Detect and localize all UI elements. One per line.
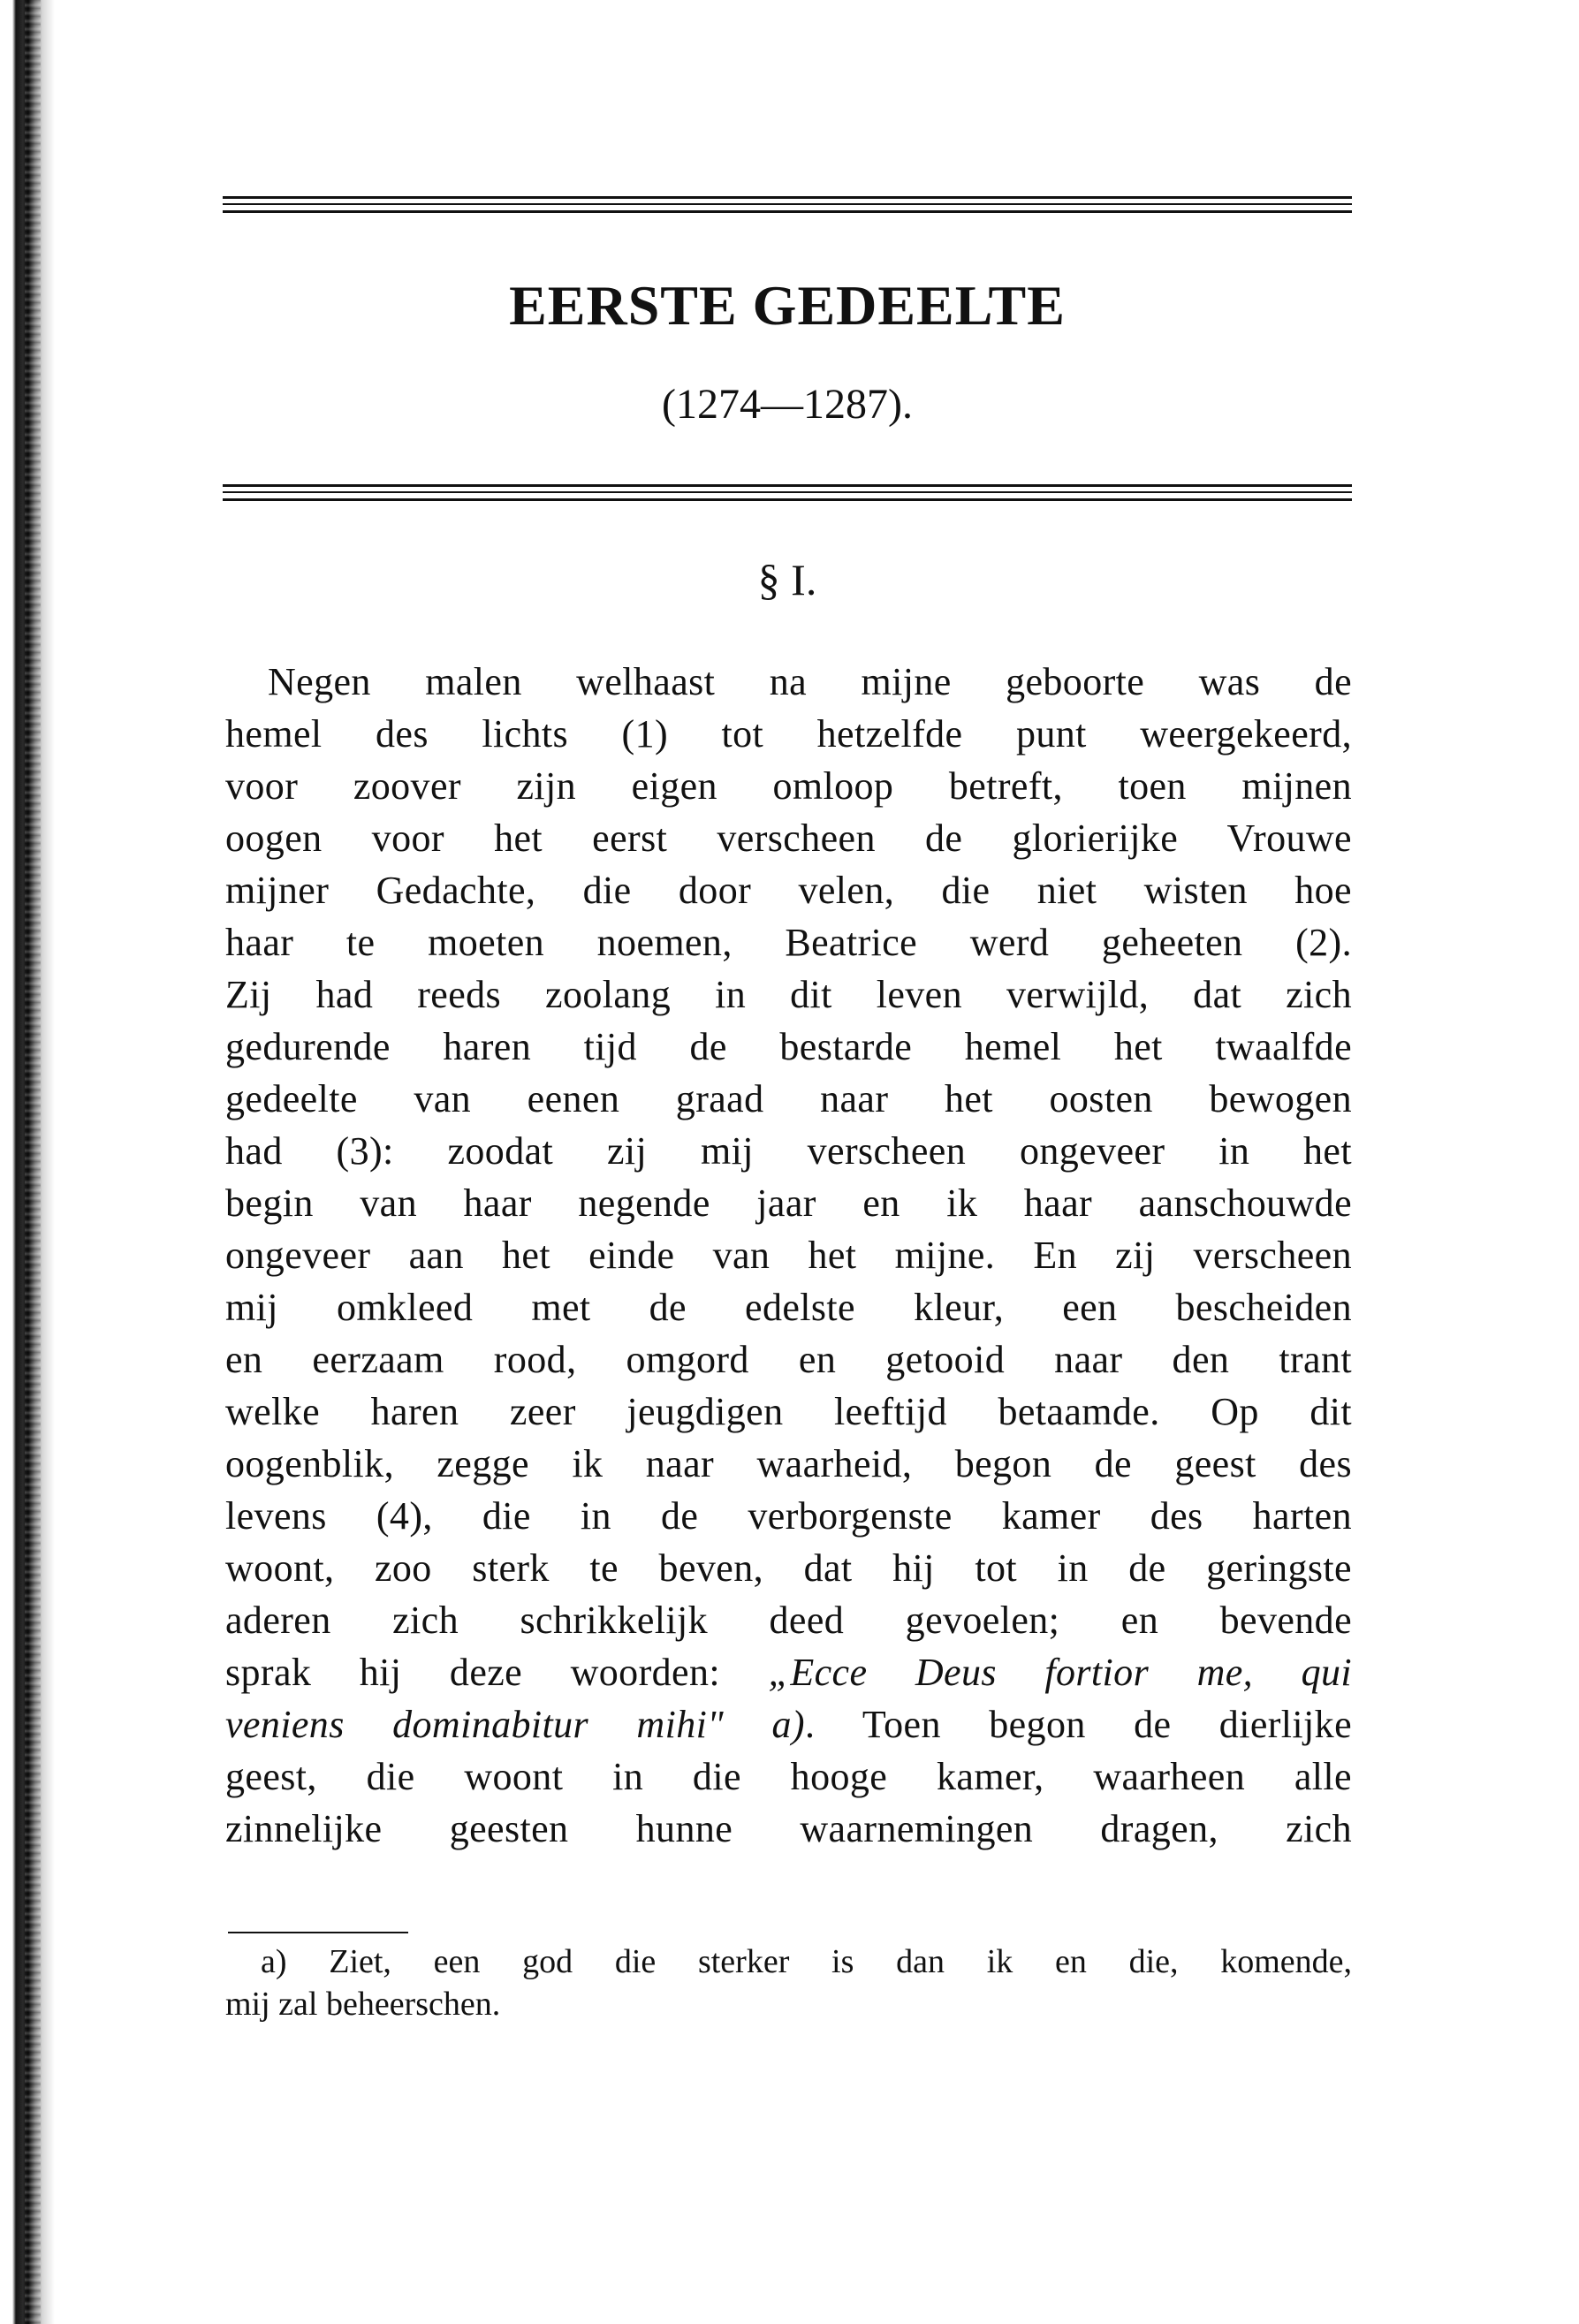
bottom-rule-2 xyxy=(223,491,1352,493)
paragraph-line-23: zinnelijke geesten hunne waarnemingen dragen, zich xyxy=(225,1807,1352,1850)
paragraph-line-4: oogen voor het eerst verscheen de glorierijke Vrouwe xyxy=(225,816,1352,860)
section-number: § I. xyxy=(757,555,817,604)
top-rule-1 xyxy=(223,196,1352,199)
chapter-heading: EERSTE GEDEELTE xyxy=(509,274,1066,337)
paragraph-line-13: mij omkleed met de edelste kleur, een bescheiden xyxy=(225,1286,1352,1329)
paragraph-line-9: gedeelte van eenen graad naar het oosten bewogen xyxy=(225,1077,1352,1120)
paragraph-line-20 xyxy=(225,1646,1352,1698)
paragraph-line-21-roman: . Toen begon de dierlijke xyxy=(804,1703,1352,1746)
paragraph-line-17: levens (4), die in de verborgenste kamer des harten xyxy=(225,1494,1352,1538)
paragraph-line-8: gedurende haren tijd de bestarde hemel het twaalfde xyxy=(225,1025,1352,1068)
bottom-rule-3 xyxy=(223,498,1352,501)
paragraph-line-14: en eerzaam rood, omgord en getooid naar den trant xyxy=(225,1338,1352,1381)
paragraph-line-16: oogenblik, zegge ik naar waarheid, begon de geest des xyxy=(225,1442,1352,1485)
paragraph-line-21 xyxy=(225,1698,1352,1751)
paragraph-line-12: ongeveer aan het einde van het mijne. En zij verscheen xyxy=(225,1234,1352,1277)
footnote xyxy=(225,1940,1352,2025)
top-rule-3 xyxy=(223,210,1352,213)
latin-quote-part-1: „Ecce Deus fortior me, qui xyxy=(768,1651,1352,1694)
top-rule-2 xyxy=(223,203,1352,205)
latin-quote-part-2: veniens dominabitur mihi" a) xyxy=(225,1703,805,1746)
paragraph-line-18: woont, zoo sterk te beven, dat hij tot in de geringste xyxy=(225,1546,1352,1590)
paragraph-line-10: had (3): zoodat zij mij verscheen ongeveer in het xyxy=(225,1129,1352,1173)
main-paragraph xyxy=(225,656,1352,1855)
paragraph-line-5: mijner Gedachte, die door velen, die niet wisten hoe xyxy=(225,869,1352,912)
paragraph-line-15: welke haren zeer jeugdigen leeftijd betaamde. Op dit xyxy=(225,1390,1352,1433)
paragraph-line-20-roman: sprak hij deze woorden: xyxy=(225,1651,769,1694)
footnote-line-2: mij zal beheerschen. xyxy=(225,1986,501,2023)
footnote-line-1: a) Ziet, een god die sterker is dan ik en die, komende, xyxy=(261,1943,1352,1980)
paragraph-line-1: Negen malen welhaast na mijne geboorte was de xyxy=(268,660,1352,703)
paragraph-line-7: Zij had reeds zoolang in dit leven verwijld, dat zich xyxy=(225,973,1352,1016)
paragraph-line-6: haar te moeten noemen, Beatrice werd geheeten (2). xyxy=(225,921,1352,964)
page-binding-grain xyxy=(25,0,41,2324)
footnote-divider xyxy=(228,1932,408,1933)
bottom-rule-1 xyxy=(223,484,1352,487)
paragraph-line-19: aderen zich schrikkelijk deed gevoelen; en bevende xyxy=(225,1599,1352,1642)
paragraph-line-2: hemel des lichts (1) tot hetzelfde punt weergekeerd, xyxy=(225,712,1352,756)
paragraph-line-22: geest, die woont in die hooge kamer, waarheen alle xyxy=(225,1755,1352,1798)
paragraph-line-11: begin van haar negende jaar en ik haar aanschouwde xyxy=(225,1181,1352,1225)
paragraph-line-3: voor zoover zijn eigen omloop betreft, toen mijnen xyxy=(225,764,1352,808)
chapter-years: (1274—1287). xyxy=(662,381,913,428)
